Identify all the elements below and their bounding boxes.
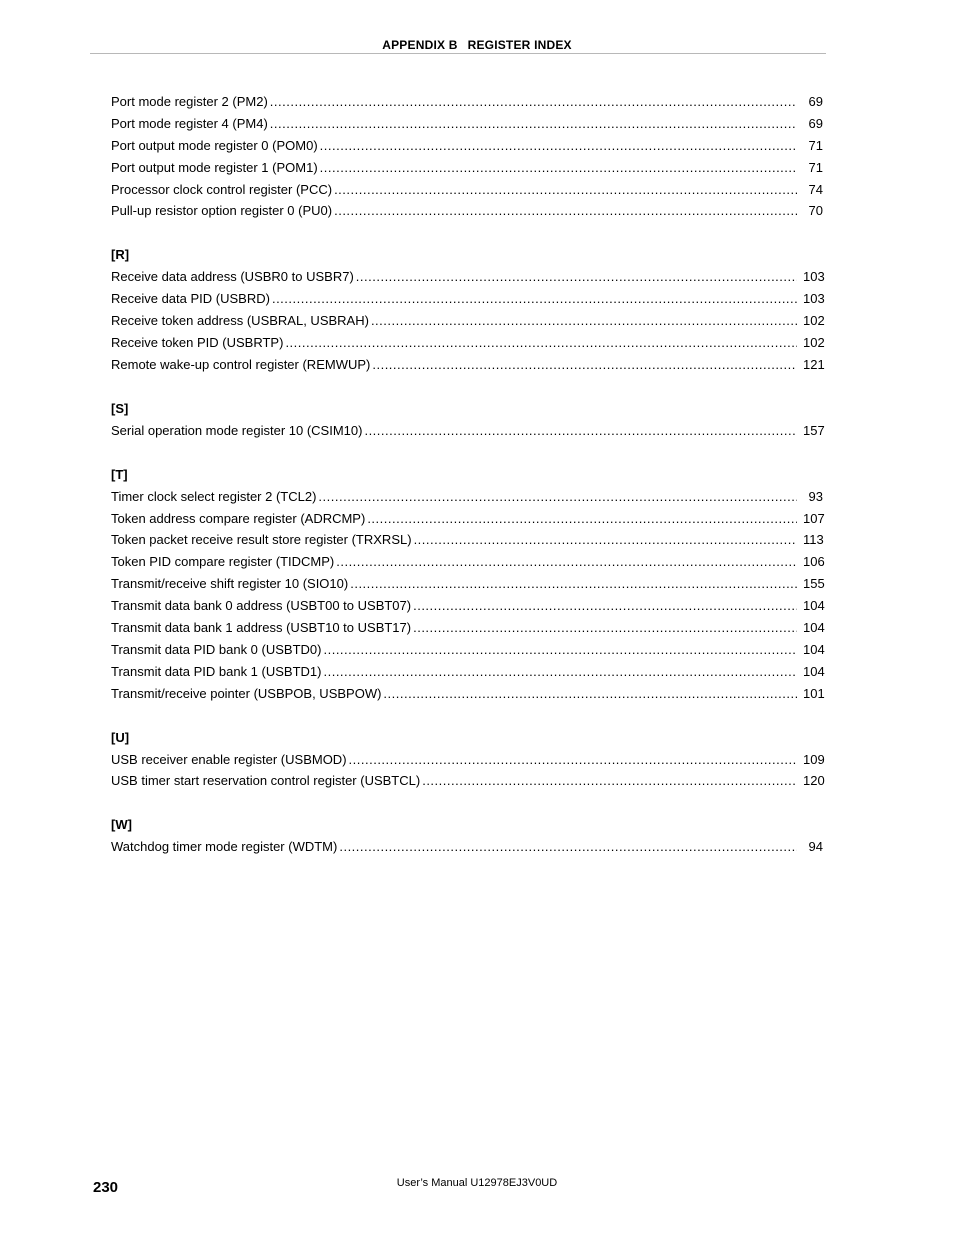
entry-register-name: Token address compare register (ADRCMP) bbox=[111, 510, 366, 526]
index-entry bbox=[111, 529, 823, 551]
dot-leader bbox=[270, 91, 797, 113]
index-entry bbox=[111, 420, 823, 442]
entry-page-number: 107 bbox=[803, 510, 825, 526]
index-entry bbox=[111, 551, 823, 573]
entry-page-number: 69 bbox=[808, 115, 823, 131]
entry-register-name: Port mode register 4 (PM4) bbox=[111, 115, 268, 131]
entry-page-number: 104 bbox=[803, 641, 825, 657]
entry-page-number: 71 bbox=[808, 137, 823, 153]
index-entry bbox=[111, 288, 823, 310]
dot-leader bbox=[320, 157, 797, 179]
index-entry bbox=[111, 91, 823, 113]
index-entry bbox=[111, 617, 823, 639]
index-entry bbox=[111, 200, 823, 222]
entry-register-name: Transmit/receive pointer (USBPOB, USBPOW) bbox=[111, 685, 382, 701]
entry-page-number: 94 bbox=[808, 839, 823, 855]
dot-leader bbox=[413, 617, 797, 639]
footer-manual-id: User’s Manual U12978EJ3V0UD bbox=[396, 1177, 558, 1189]
entry-register-name: Transmit data bank 1 address (USBT10 to USBT17) bbox=[111, 620, 412, 636]
section-heading: [S] bbox=[111, 400, 129, 416]
dot-leader bbox=[320, 135, 797, 157]
footer-page-number: 230 bbox=[93, 1179, 119, 1196]
index-entry bbox=[111, 157, 823, 179]
dot-leader bbox=[383, 683, 797, 705]
dot-leader bbox=[318, 486, 797, 508]
entry-register-name: USB timer start reservation control register (USBTCL) bbox=[111, 773, 421, 789]
entry-register-name: Transmit/receive shift register 10 (SIO10) bbox=[111, 576, 349, 592]
entry-register-name: Port output mode register 0 (POM0) bbox=[111, 137, 318, 153]
entry-register-name: Receive data PID (USBRD) bbox=[111, 291, 270, 307]
entry-register-name: Watchdog timer mode register (WDTM) bbox=[111, 839, 338, 855]
dot-leader bbox=[422, 770, 797, 792]
register-index bbox=[111, 91, 823, 880]
entry-page-number: 69 bbox=[808, 94, 823, 109]
index-section bbox=[111, 814, 823, 858]
index-entry bbox=[111, 770, 823, 792]
dot-leader bbox=[323, 661, 797, 683]
entry-register-name: Transmit data PID bank 1 (USBTD1) bbox=[111, 663, 322, 679]
dot-leader bbox=[285, 332, 797, 354]
entry-page-number: 103 bbox=[803, 269, 825, 285]
dot-leader bbox=[323, 639, 797, 661]
entry-register-name: Pull-up resistor option register 0 (PU0) bbox=[111, 203, 333, 219]
entry-register-name: Transmit data PID bank 0 (USBTD0) bbox=[111, 641, 322, 657]
dot-leader bbox=[413, 595, 797, 617]
index-entry bbox=[111, 573, 823, 595]
entry-register-name: Port output mode register 1 (POM1) bbox=[111, 159, 318, 175]
index-section bbox=[111, 464, 823, 705]
entry-register-name: Remote wake-up control register (REMWUP) bbox=[111, 356, 371, 372]
index-entry bbox=[111, 661, 823, 683]
page-header bbox=[0, 38, 954, 52]
index-entry bbox=[111, 332, 823, 354]
index-entry bbox=[111, 179, 823, 201]
entry-register-name: Timer clock select register 2 (TCL2) bbox=[111, 488, 317, 504]
dot-leader bbox=[414, 529, 797, 551]
index-section bbox=[111, 398, 823, 442]
dot-leader bbox=[367, 508, 797, 530]
entry-page-number: 101 bbox=[803, 685, 825, 701]
dot-leader bbox=[372, 354, 797, 376]
section-heading: [R] bbox=[111, 247, 130, 263]
entry-page-number: 93 bbox=[808, 488, 823, 504]
header-title: REGISTER INDEX bbox=[467, 38, 572, 52]
index-entry bbox=[111, 486, 823, 508]
entry-page-number: 120 bbox=[803, 773, 825, 789]
index-entry bbox=[111, 639, 823, 661]
entry-register-name: Receive data address (USBR0 to USBR7) bbox=[111, 269, 354, 285]
entry-page-number: 106 bbox=[803, 554, 825, 570]
entry-register-name: Serial operation mode register 10 (CSIM10) bbox=[111, 422, 363, 438]
dot-leader bbox=[371, 310, 797, 332]
dot-leader bbox=[334, 200, 797, 222]
header-appendix: APPENDIX B bbox=[382, 38, 458, 52]
index-section bbox=[111, 91, 823, 222]
dot-leader bbox=[270, 113, 797, 135]
index-section bbox=[111, 727, 823, 793]
entry-register-name: Processor clock control register (PCC) bbox=[111, 181, 333, 197]
entry-register-name: Port mode register 2 (PM2) bbox=[111, 94, 268, 109]
entry-register-name: Receive token PID (USBRTP) bbox=[111, 335, 284, 351]
entry-page-number: 74 bbox=[808, 181, 823, 197]
dot-leader bbox=[364, 420, 797, 442]
entry-page-number: 155 bbox=[803, 576, 825, 592]
entry-register-name: Token packet receive result store register (TRXRSL) bbox=[111, 532, 412, 548]
dot-leader bbox=[272, 288, 797, 310]
dot-leader bbox=[339, 836, 797, 858]
index-entry bbox=[111, 354, 823, 376]
entry-page-number: 104 bbox=[803, 663, 825, 679]
index-entry bbox=[111, 113, 823, 135]
section-heading: [W] bbox=[111, 817, 132, 833]
entry-page-number: 121 bbox=[803, 356, 825, 372]
index-entry bbox=[111, 310, 823, 332]
entry-register-name: Receive token address (USBRAL, USBRAH) bbox=[111, 313, 369, 329]
entry-page-number: 104 bbox=[803, 598, 825, 614]
dot-leader bbox=[356, 266, 797, 288]
section-heading: [T] bbox=[111, 466, 128, 482]
entry-page-number: 70 bbox=[808, 203, 823, 219]
index-entry bbox=[111, 595, 823, 617]
index-entry bbox=[111, 508, 823, 530]
section-heading: [U] bbox=[111, 729, 130, 745]
dot-leader bbox=[349, 749, 797, 771]
entry-page-number: 113 bbox=[803, 532, 824, 548]
entry-page-number: 157 bbox=[803, 422, 825, 438]
dot-leader bbox=[334, 179, 797, 201]
entry-page-number: 102 bbox=[803, 313, 825, 329]
entry-register-name: Transmit data bank 0 address (USBT00 to USBT07) bbox=[111, 598, 412, 614]
index-entry bbox=[111, 266, 823, 288]
entry-page-number: 103 bbox=[803, 291, 825, 307]
entry-register-name: USB receiver enable register (USBMOD) bbox=[111, 751, 347, 767]
dot-leader bbox=[350, 573, 797, 595]
entry-page-number: 104 bbox=[803, 620, 825, 636]
index-entry bbox=[111, 135, 823, 157]
header-rule bbox=[90, 53, 826, 54]
entry-page-number: 109 bbox=[803, 751, 825, 767]
index-entry bbox=[111, 749, 823, 771]
index-section bbox=[111, 244, 823, 375]
entry-register-name: Token PID compare register (TIDCMP) bbox=[111, 554, 335, 570]
entry-page-number: 71 bbox=[808, 159, 823, 175]
entry-page-number: 102 bbox=[803, 335, 825, 351]
index-entry bbox=[111, 683, 823, 705]
index-entry bbox=[111, 836, 823, 858]
dot-leader bbox=[336, 551, 797, 573]
